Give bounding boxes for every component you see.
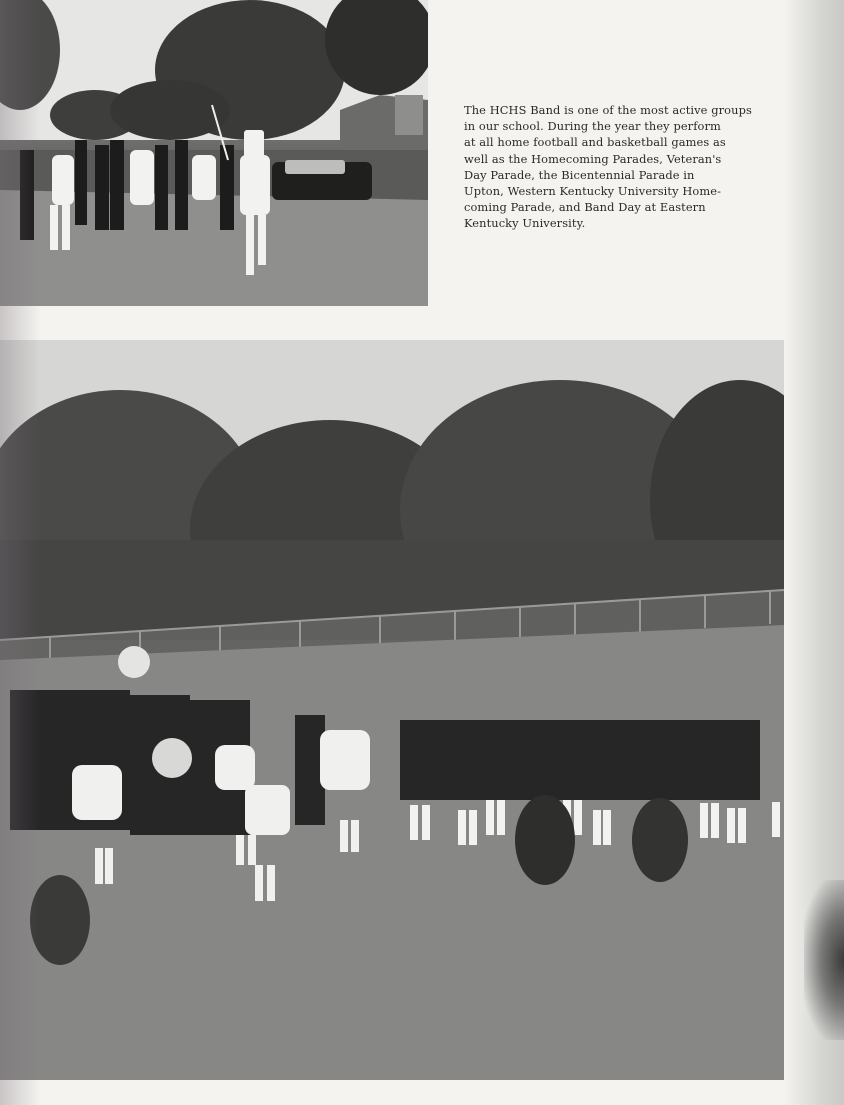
caption-line: Upton, Western Kentucky University Home- [464,184,722,199]
parade-photo-art [0,0,428,306]
caption-line: The HCHS Band is one of the most active groups [464,103,752,117]
caption-line: Kentucky University. [464,216,586,231]
caption-line: at all home football and basketball games as [464,135,726,150]
caption-line: well as the Homecoming Parades, Veteran's [464,151,722,166]
band-description [464,102,754,232]
caption-line: in our school. During the year they perform [464,119,721,134]
field-performance-photo [0,340,784,1080]
caption-line: coming Parade, and Band Day at Eastern [464,200,706,215]
parade-photo [0,0,428,306]
field-photo-art [0,340,784,1080]
caption-line: Day Parade, the Bicentennial Parade in [464,167,695,182]
page-edge-dark-spot [804,880,844,1040]
